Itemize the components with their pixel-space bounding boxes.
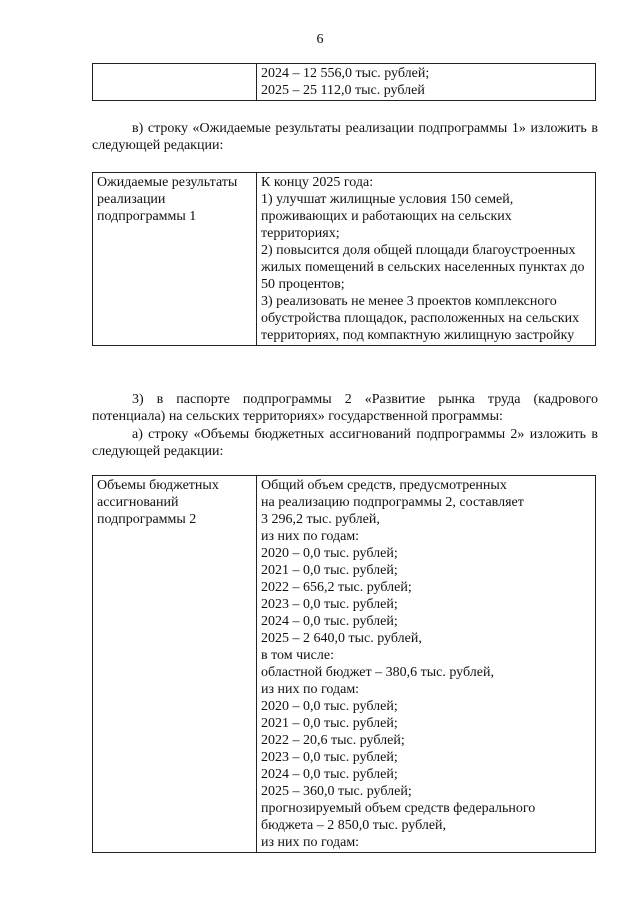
table-budget-allocations <box>92 475 596 853</box>
paragraph-subprogram-2-passport: 3) в паспорте подпрограммы 2 «Развитие рынка труда (кадрового потенциала) на сельских территориях» государственной программы: <box>92 392 598 424</box>
table-cell-label: Объемы бюджетных ассигнований подпрограммы 2 <box>93 476 257 853</box>
table-cell-value: Общий объем средств, предусмотренных на реализацию подпрограммы 2, составляет 3 296,2 тыс. рублей, из них по годам: 2020 – 0,0 тыс. рублей; 2021 – 0,0 тыс. рублей; 2022 – 656,2 тыс. рублей; 2023 – 0,0 тыс. рублей; 2024 – 0,0 тыс. рублей; 2025 – 2 640,0 тыс. рублей, в том числе: областной бюджет – 380,6 тыс. рублей, из них по годам: 2020 – 0,0 тыс. рублей; 2021 – 0,0 тыс. рублей; 2022 – 20,6 тыс. рублей; 2023 – 0,0 тыс. рублей; 2024 – 0,0 тыс. рублей; 2025 – 360,0 тыс. рублей; прогнозируемый объем средств федерального бюджета – 2 850,0 тыс. рублей, из них по годам: <box>257 476 596 853</box>
paragraph-budget-allocations-intro: а) строку «Объемы бюджетных ассигнований подпрограммы 2» изложить в следующей редакции: <box>92 427 598 459</box>
table-expected-results <box>92 172 596 346</box>
table-cell-label <box>93 64 257 101</box>
table-row <box>93 173 596 346</box>
paragraph-expected-results-intro: в) строку «Ожидаемые результаты реализации подпрограммы 1» изложить в следующей редакции: <box>92 121 598 153</box>
table-cell-value: К концу 2025 года: 1) улучшат жилищные условия 150 семей, проживающих и работающих на сельских территориях; 2) повысится доля общей площади благоустроенных жилых помещений в сельских населенных пунктах до 50 процентов; 3) реализовать не менее 3 проектов комплексного обустройства площадок, расположенных на сельских территориях, под компактную жилищную застройку <box>257 173 596 346</box>
table-row <box>93 476 596 853</box>
table-cell-value: 2024 – 12 556,0 тыс. рублей; 2025 – 25 112,0 тыс. рублей <box>257 64 596 101</box>
page-number: 6 <box>316 32 324 47</box>
table-cell-label: Ожидаемые результаты реализации подпрограммы 1 <box>93 173 257 346</box>
table-row <box>93 64 596 101</box>
table-budget-continuation <box>92 63 596 101</box>
